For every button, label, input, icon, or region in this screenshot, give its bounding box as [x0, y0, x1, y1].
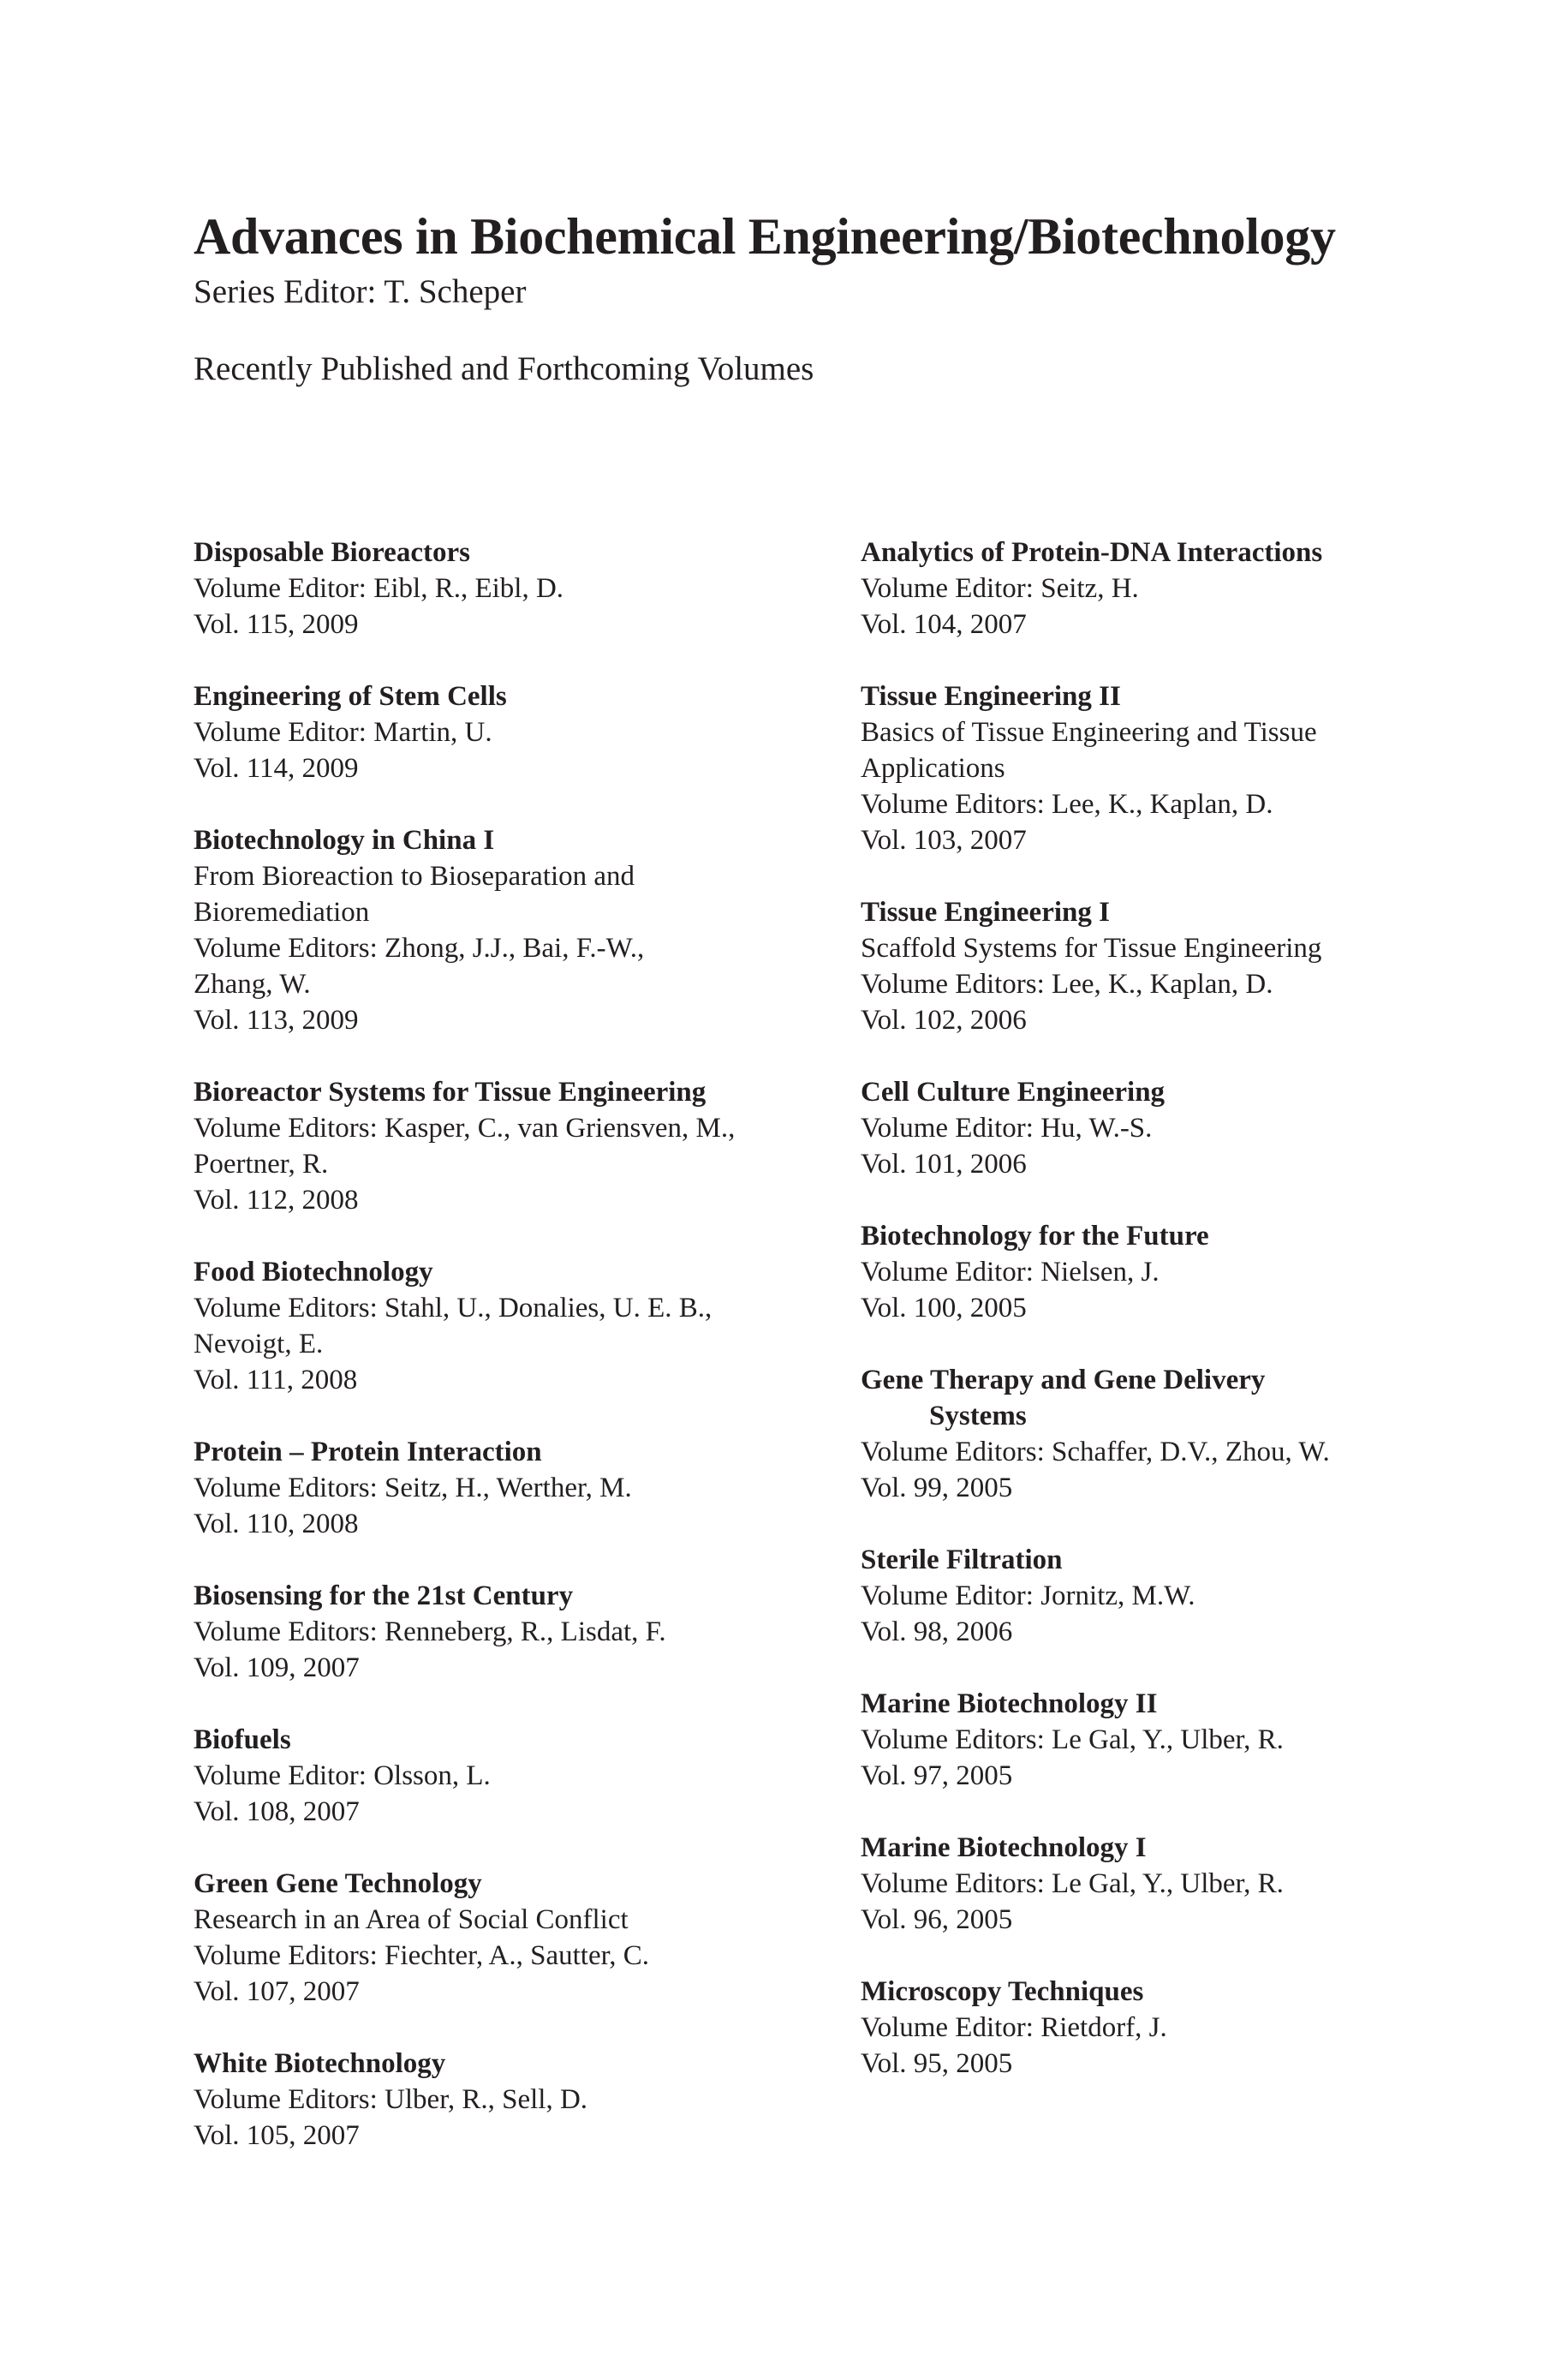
volume-detail-line: Vol. 95, 2005 — [861, 2048, 1013, 2079]
volume-detail-line: Volume Editor: Martin, U. — [194, 717, 492, 748]
volume-entry — [861, 1074, 1409, 1182]
volume-detail-line: Volume Editors: Le Gal, Y., Ulber, R. — [861, 1724, 1284, 1755]
volume-detail-line: Nevoigt, E. — [194, 1329, 324, 1359]
volume-detail-line: Vol. 97, 2005 — [861, 1760, 1013, 1791]
volume-detail-line: Volume Editor: Jornitz, M.W. — [861, 1580, 1195, 1611]
volume-detail-line: Vol. 115, 2009 — [194, 609, 359, 640]
volume-detail-line: Applications — [861, 753, 1005, 784]
volume-detail-line: Vol. 113, 2009 — [194, 1005, 359, 1036]
volume-entry — [194, 535, 793, 642]
volume-detail-line: Vol. 111, 2008 — [194, 1365, 358, 1395]
volume-detail-line: Vol. 98, 2006 — [861, 1616, 1013, 1647]
volume-detail-line: Vol. 100, 2005 — [861, 1293, 1027, 1323]
volume-title: Marine Biotechnology II — [861, 1688, 1158, 1719]
volume-detail-line: Poertner, R. — [194, 1149, 329, 1180]
volume-detail-line: Volume Editors: Schaffer, D.V., Zhou, W. — [861, 1437, 1330, 1467]
left-volume-column — [194, 535, 793, 2190]
volume-entry — [194, 1866, 793, 2010]
volume-title: Microscopy Techniques — [861, 1976, 1144, 2007]
volume-entry — [861, 1218, 1409, 1326]
volume-detail-line: Vol. 108, 2007 — [194, 1796, 360, 1827]
volume-entry — [861, 678, 1409, 858]
volume-detail-line: Vol. 101, 2006 — [861, 1149, 1027, 1180]
volume-detail-line: From Bioreaction to Bioseparation and — [194, 861, 635, 892]
volume-title: Systems — [929, 1401, 1027, 1431]
volume-entry — [194, 678, 793, 786]
volume-title: White Biotechnology — [194, 2048, 446, 2079]
volume-detail-line: Scaffold Systems for Tissue Engineering — [861, 933, 1322, 964]
volume-detail-line: Volume Editors: Kasper, C., van Griensven, M., — [194, 1113, 736, 1144]
volume-detail-line: Volume Editors: Fiechter, A., Sautter, C. — [194, 1940, 650, 1971]
volume-title: Biosensing for the 21st Century — [194, 1580, 574, 1611]
volume-detail-line: Volume Editor: Seitz, H. — [861, 573, 1139, 604]
volume-detail-line: Vol. 114, 2009 — [194, 753, 359, 784]
volume-title: Protein – Protein Interaction — [194, 1437, 542, 1467]
volume-detail-line: Volume Editor: Olsson, L. — [194, 1760, 491, 1791]
volume-detail-line: Vol. 104, 2007 — [861, 609, 1027, 640]
volume-detail-line: Vol. 99, 2005 — [861, 1473, 1013, 1503]
volume-detail-line: Volume Editors: Renneberg, R., Lisdat, F. — [194, 1616, 666, 1647]
volumes-subtitle: Recently Published and Forthcoming Volumes — [194, 350, 814, 387]
volume-entry — [861, 1974, 1409, 2082]
volume-title: Bioreactor Systems for Tissue Engineering — [194, 1077, 706, 1108]
volume-title: Analytics of Protein-DNA Interactions — [861, 537, 1323, 568]
volume-title: Tissue Engineering I — [861, 897, 1110, 928]
volume-entry — [861, 1830, 1409, 1938]
volume-entry — [194, 1254, 793, 1398]
volume-title: Marine Biotechnology I — [861, 1832, 1147, 1863]
volume-title: Biotechnology for the Future — [861, 1221, 1209, 1252]
series-editor: Series Editor: T. Scheper — [194, 273, 527, 310]
volume-entry — [194, 2046, 793, 2154]
volume-entry — [194, 1434, 793, 1542]
volume-detail-line: Volume Editor: Eibl, R., Eibl, D. — [194, 573, 564, 604]
volume-detail-line: Research in an Area of Social Conflict — [194, 1904, 629, 1935]
volume-detail-line: Volume Editors: Ulber, R., Sell, D. — [194, 2084, 588, 2115]
volume-entry — [194, 1074, 793, 1218]
volume-detail-line: Volume Editor: Nielsen, J. — [861, 1257, 1160, 1288]
volume-title: Cell Culture Engineering — [861, 1077, 1166, 1108]
volume-title: Biofuels — [194, 1724, 291, 1755]
volume-entry — [194, 822, 793, 1038]
volume-detail-line: Volume Editor: Rietdorf, J. — [861, 2012, 1167, 2043]
volume-title: Gene Therapy and Gene Delivery — [861, 1365, 1266, 1395]
volume-detail-line: Volume Editors: Zhong, J.J., Bai, F.-W., — [194, 933, 645, 964]
volume-detail-line: Vol. 96, 2005 — [861, 1904, 1013, 1935]
volume-title: Biotechnology in China I — [194, 825, 495, 856]
volume-title: Green Gene Technology — [194, 1868, 482, 1899]
volume-detail-line: Volume Editors: Lee, K., Kaplan, D. — [861, 969, 1273, 1000]
volume-detail-line: Volume Editors: Lee, K., Kaplan, D. — [861, 789, 1273, 820]
right-volume-column — [861, 535, 1409, 2118]
volume-entry — [861, 1362, 1409, 1506]
volume-entry — [194, 1722, 793, 1830]
volume-detail-line: Vol. 110, 2008 — [194, 1509, 359, 1539]
volume-entry — [861, 1686, 1409, 1794]
volume-entry — [861, 1542, 1409, 1650]
volume-title: Disposable Bioreactors — [194, 537, 470, 568]
volume-detail-line: Vol. 102, 2006 — [861, 1005, 1027, 1036]
volume-title: Sterile Filtration — [861, 1545, 1063, 1575]
volume-detail-line: Basics of Tissue Engineering and Tissue — [861, 717, 1317, 748]
volume-detail-line: Vol. 112, 2008 — [194, 1185, 359, 1216]
volume-detail-line: Vol. 107, 2007 — [194, 1976, 360, 2007]
volume-detail-line: Vol. 109, 2007 — [194, 1652, 360, 1683]
volume-detail-line: Zhang, W. — [194, 969, 311, 1000]
volume-detail-line: Bioremediation — [194, 897, 370, 928]
volume-detail-line: Vol. 103, 2007 — [861, 825, 1027, 856]
volume-detail-line: Volume Editors: Seitz, H., Werther, M. — [194, 1473, 632, 1503]
volume-detail-line: Vol. 105, 2007 — [194, 2120, 360, 2151]
volume-entry — [861, 535, 1409, 642]
volume-detail-line: Volume Editors: Le Gal, Y., Ulber, R. — [861, 1868, 1284, 1899]
volume-detail-line: Volume Editor: Hu, W.-S. — [861, 1113, 1153, 1144]
volume-detail-line: Volume Editors: Stahl, U., Donalies, U. E. B., — [194, 1293, 712, 1323]
volume-title: Tissue Engineering II — [861, 681, 1121, 712]
volume-entry — [194, 1578, 793, 1686]
series-title: Advances in Biochemical Engineering/Biotechnology — [194, 208, 1336, 265]
volume-title: Engineering of Stem Cells — [194, 681, 507, 712]
volume-entry — [861, 894, 1409, 1038]
volume-title: Food Biotechnology — [194, 1257, 433, 1288]
